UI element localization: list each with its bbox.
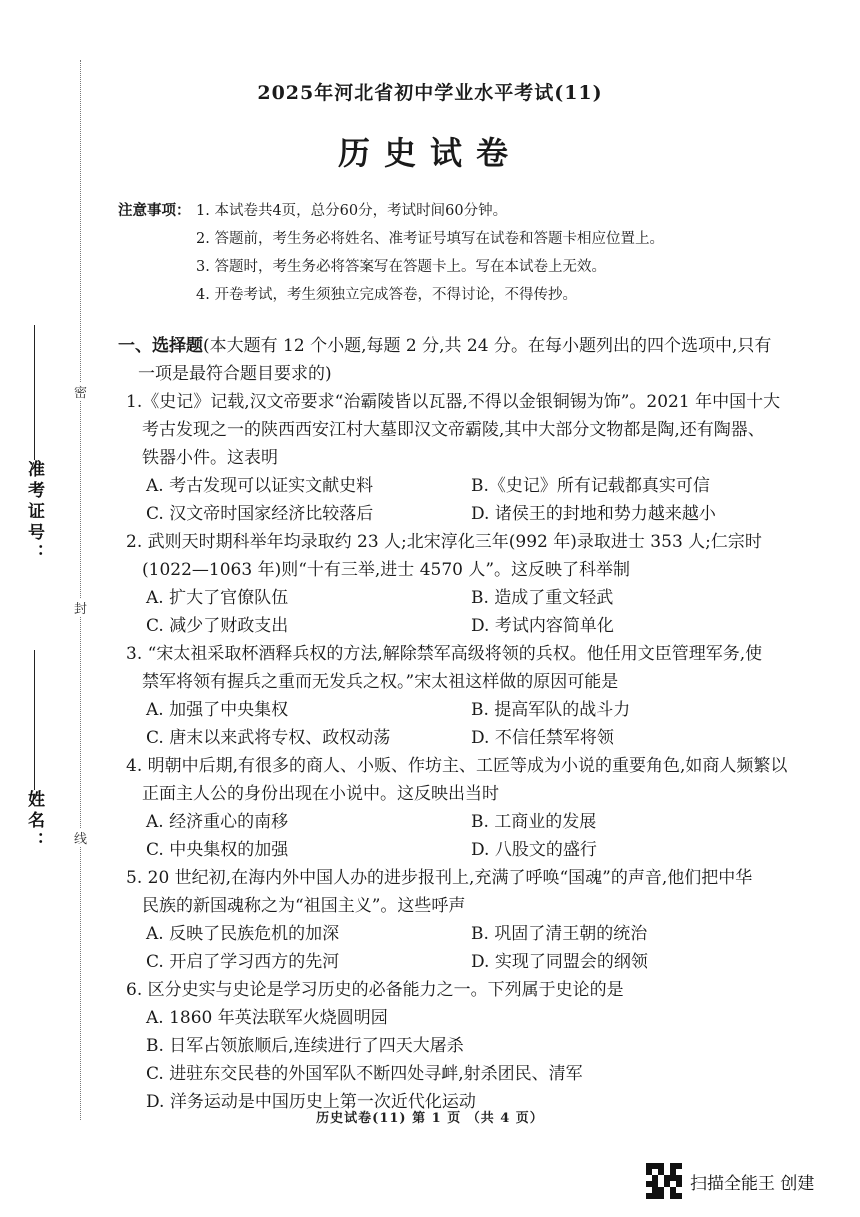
- scanner-watermark: [646, 1163, 814, 1199]
- question-stem-cont: 禁军将领有握兵之重而无发兵之权。”宋太祖这样做的原因可能是: [142, 672, 619, 692]
- exam-number-label: 准考证号：: [24, 460, 44, 565]
- option-b: B.《史记》所有记载都真实可信: [471, 476, 710, 496]
- question-4: [118, 752, 860, 864]
- option-b: B. 造成了重文轻武: [471, 588, 614, 608]
- option-c: C. 开启了学习西方的先河: [146, 952, 340, 972]
- question-stem-cont: 正面主人公的身份出现在小说中。这反映出当时: [142, 784, 499, 804]
- option-d: D. 不信任禁军将领: [471, 728, 614, 748]
- binding-mark-seal: 密: [74, 382, 87, 401]
- option-d: D. 八股文的盛行: [471, 840, 597, 860]
- section-header: [118, 332, 860, 360]
- note-item: [118, 253, 838, 281]
- page-footer: 历史试卷(11) 第 1 页 （共 4 页）: [316, 1111, 544, 1126]
- option-a: A. 经济重心的南移: [146, 812, 289, 832]
- question-stem-cont: 铁器小件。这表明: [142, 448, 278, 468]
- section-instruction: (本大题有 12 个小题,每题 2 分,共 24 分。在每小题列出的四个选项中,只有: [203, 336, 772, 356]
- note-text: 2. 答题前，考生务必将姓名、准考证号填写在试卷和答题卡相应位置上。: [196, 231, 664, 247]
- binding-mark-envelope: 封: [74, 598, 87, 617]
- question-stem: 4. 明朝中后期,有很多的商人、小贩、作坊主、工匠等成为小说的重要角色,如商人频繁以: [126, 756, 788, 776]
- option-a: A. 反映了民族危机的加深: [146, 924, 340, 944]
- question-stem-cont: (1022—1063 年)则“十有三举,进士 4570 人”。这反映了科举制: [142, 560, 631, 580]
- option-b: B. 工商业的发展: [471, 812, 597, 832]
- option-c: C. 进驻东交民巷的外国军队不断四处寻衅,射杀团民、清军: [146, 1064, 583, 1084]
- option-b: B. 巩固了清王朝的统治: [471, 924, 648, 944]
- note-item: [118, 225, 838, 253]
- option-list: [118, 1004, 860, 1116]
- name-blank: [34, 650, 35, 790]
- question-1: [118, 388, 860, 528]
- binding-mark-line: 线: [74, 828, 87, 847]
- question-stem: 1.《史记》记载,汉文帝要求“治霸陵皆以瓦器,不得以金银铜锡为饰”。2021 年中国十大: [126, 392, 781, 412]
- note-text: 4. 开卷考试，考生须独立完成答卷，不得讨论，不得传抄。: [196, 287, 577, 303]
- question-stem: 5. 20 世纪初,在海内外中国人办的进步报刊上,充满了呼唤“国魂”的声音,他们把中华: [126, 868, 753, 888]
- option-a: A. 考古发现可以证实文献史料: [146, 476, 374, 496]
- question-5: [118, 864, 860, 976]
- option-b: B. 日军占领旅顺后,连续进行了四天大屠杀: [146, 1036, 464, 1056]
- note-text: 1. 本试卷共4页，总分60分，考试时间60分钟。: [196, 203, 508, 219]
- option-a: A. 加强了中央集权: [146, 700, 289, 720]
- question-stem: 2. 武则天时期科举年均录取约 23 人;北宋淳化三年(992 年)录取进士 353 人;仁宗时: [126, 532, 762, 552]
- option-grid: [118, 584, 860, 640]
- exam-notes: [118, 197, 838, 309]
- question-stem: 6. 区分史实与史论是学习历史的必备能力之一。下列属于史论的是: [126, 980, 624, 1000]
- option-c: C. 减少了财政支出: [146, 616, 289, 636]
- option-d: D. 洋务运动是中国历史上第一次近代化运动: [146, 1092, 476, 1112]
- option-grid: [118, 808, 860, 864]
- note-text: 3. 答题时，考生务必将答案写在答题卡上。写在本试卷上无效。: [196, 259, 606, 275]
- question-stem-cont: 民族的新国魂称之为“祖国主义”。这些呼声: [142, 896, 466, 916]
- section-title: 一、选择题: [118, 336, 203, 356]
- note-item: [118, 281, 838, 309]
- watermark-text: 扫描全能王 创建: [690, 1173, 815, 1194]
- notes-label: 注意事项：: [118, 202, 191, 219]
- name-field: [22, 650, 47, 853]
- option-grid: [118, 472, 860, 528]
- qr-code-icon: [646, 1163, 682, 1199]
- exam-number-blank: [34, 325, 35, 460]
- option-c: C. 汉文帝时国家经济比较落后: [146, 504, 374, 524]
- question-3: [118, 640, 860, 752]
- option-a: A. 1860 年英法联军火烧圆明园: [146, 1008, 388, 1028]
- option-grid: [118, 920, 860, 976]
- option-d: D. 诸侯王的封地和势力越来越小: [471, 504, 716, 524]
- question-6: [118, 976, 860, 1116]
- section-instruction-cont: 一项是最符合题目要求的): [138, 364, 332, 384]
- option-a: A. 扩大了官僚队伍: [146, 588, 289, 608]
- option-c: C. 中央集权的加强: [146, 840, 289, 860]
- exam-number-field: [22, 325, 47, 565]
- question-stem: 3. “宋太祖采取杯酒释兵权的方法,解除禁军高级将领的兵权。他任用文臣管理军务,使: [126, 644, 763, 664]
- name-label: 姓名：: [24, 790, 44, 853]
- option-grid: [118, 696, 860, 752]
- option-b: B. 提高军队的战斗力: [471, 700, 631, 720]
- exam-title: 2025年河北省初中学业水平考试(11): [257, 82, 603, 104]
- option-d: D. 实现了同盟会的纲领: [471, 952, 648, 972]
- question-stem-cont: 考古发现之一的陕西西安江村大墓即汉文帝霸陵,其中大部分文物都是陶,还有陶器、: [142, 420, 765, 440]
- question-2: [118, 528, 860, 640]
- binding-dotted-line: [80, 60, 81, 1120]
- subject-title: 历史试卷: [337, 134, 522, 172]
- option-c: C. 唐末以来武将专权、政权动荡: [146, 728, 391, 748]
- option-d: D. 考试内容简单化: [471, 616, 614, 636]
- question-section: [118, 332, 860, 1116]
- note-item: [118, 197, 838, 225]
